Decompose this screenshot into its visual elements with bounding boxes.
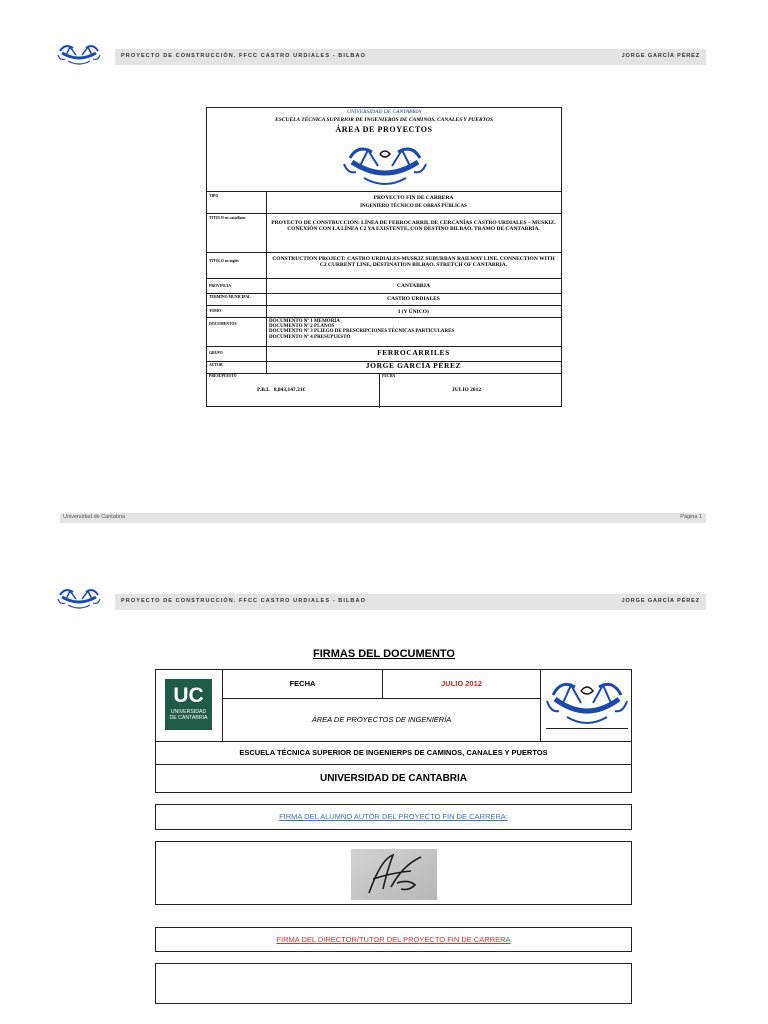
cover-row-documentos — [207, 317, 561, 346]
cover-row-termino — [207, 293, 561, 305]
tipo-key: TIPO — [209, 194, 219, 198]
uc-logo-text: UC — [173, 684, 204, 707]
termino-key: TERMINO MUNICIPAL — [209, 295, 251, 299]
grupo-key: GRUPO — [209, 351, 223, 355]
titulo-es-value: PROYECTO DE CONSTRUCCIÓN: LÍNEA DE FERROCARRIL DE CERCANÍAS CASTRO URDIALES – MUSKIZ. CONEXIÓN CON LA LÍNEA C2 YA EXISTENTE, CON DESTINO BILBAO. TRAMO DE CANTABRIA. — [271, 220, 556, 233]
termino-value: CASTRO URDIALES — [387, 296, 440, 302]
cover-area: ÁREA DE PROYECTOS — [335, 125, 433, 134]
presupuesto-key: PRESUPUESTO — [209, 374, 237, 378]
cover-university: UNIVERSIDAD DE CANTABRIA — [346, 109, 422, 115]
school-emblem-icon — [56, 585, 102, 611]
cover-emblem-icon — [340, 140, 430, 190]
titulo-en-value: CONSTRUCTION PROJECT: CASTRO URDIALES-MUSKIZ SUBURBAN RAILWAY LINE. CONNECTION WITH C2 CURRENT LINE, DESTINATION BILBAO. STRETCH OF CANTABRIA. — [272, 256, 555, 269]
firmas-header-table — [155, 669, 632, 793]
autor-value: JORGE GARCÍA PÉREZ — [365, 361, 462, 370]
header-project-title: PROYECTO DE CONSTRUCCIÓN. FFCC CASTRO URDIALES - BILBAO — [121, 598, 366, 604]
provincia-key: PROVINCIA — [209, 284, 231, 288]
documentos-key: DOCUMENTOS — [209, 322, 237, 326]
cover-school: ESCUELA TÉCNICA SUPERIOR DE INGENIEROS DE CAMINOS, CANALES Y PUERTOS — [275, 117, 493, 123]
school-label: ESCUELA TÉCNICA SUPERIOR DE INGENIERPS DE CAMINOS, CANALES Y PUERTOS — [156, 741, 631, 765]
cover-row-titulo-en — [207, 252, 561, 278]
documento-item: DOCUMENTO Nº 4 PRESUPUESTO — [269, 334, 351, 340]
uc-logo-cell — [156, 670, 223, 741]
director-signature-box — [155, 963, 632, 1004]
uc-logo-sub2: DE CANTABRIA — [169, 715, 208, 721]
footer-university: Universidad de Cantabria — [63, 514, 126, 520]
uc-logo-sub1: UNIVERSIDAD — [170, 709, 207, 715]
cover-row-tomo — [207, 305, 561, 317]
alumno-signature-box — [155, 841, 632, 905]
cover-row-provincia — [207, 278, 561, 293]
header-author: JORGE GARCÍA PÉREZ — [621, 53, 700, 59]
page-footer — [60, 513, 706, 523]
handwritten-signature-icon — [351, 849, 437, 900]
provincia-value: CANTABRIA — [397, 283, 430, 289]
cover-row-titulo-es — [207, 213, 561, 252]
fecha-key: FECHA — [382, 374, 396, 378]
documentos-list — [269, 319, 558, 340]
director-signature-label[interactable]: FIRMA DEL DIRECTOR/TUTOR DEL PROYECTO FIN DE CARRERA — [276, 935, 511, 944]
fecha-value: JULIO 2012 — [452, 387, 482, 393]
tomo-value: I (Y ÚNICO) — [398, 309, 429, 315]
firmas-title: FIRMAS DEL DOCUMENTO — [313, 648, 455, 660]
tipo-line1: PROYECTO FIN DE CARRERA — [373, 195, 454, 201]
alumno-signature-label[interactable]: FIRMA DEL ALUMNO AUTOR DEL PROYECTO FIN DE CARRERA: — [279, 812, 508, 821]
fecha-label: FECHA — [223, 670, 383, 699]
cover-row-grupo — [207, 346, 561, 361]
autor-key: AUTOR — [209, 363, 223, 367]
presupuesto-value: P.B.L 8,843,147.21€ — [257, 387, 306, 393]
documento-item: DOCUMENTO Nº 2 PLANOS — [269, 324, 335, 330]
cover-row-tipo — [207, 191, 561, 213]
cover-sheet — [206, 107, 562, 407]
alumno-signature-label-box — [155, 804, 632, 830]
director-signature-label-box — [155, 927, 632, 952]
header-author: JORGE GARCÍA PÉREZ — [621, 598, 700, 604]
fecha-value: JULIO 2012 — [383, 670, 541, 699]
footer-page-number: Página 1 — [680, 514, 702, 520]
titulo-es-key: TITULO en castellano — [209, 216, 246, 220]
tomo-key: TOMO — [209, 309, 221, 313]
university-label: UNIVERSIDAD DE CANTABRIA — [319, 773, 468, 784]
documento-item: DOCUMENTO Nº 3 PLIEGO DE PRESCRIPCIONES TÉCNICAS PARTICULARES — [269, 329, 455, 335]
area-label: ÁREA DE PROYECTOS DE INGENIERÍA — [223, 699, 541, 741]
titulo-en-key: TITULO en inglés — [209, 259, 239, 263]
page-header — [115, 49, 706, 65]
school-emblem-large-icon — [545, 673, 629, 735]
tipo-line2: INGENIERO TÉCNICO DE OBRAS PÚBLICAS — [360, 204, 467, 209]
uc-logo — [165, 679, 212, 730]
grupo-value: FERROCARRILES — [377, 348, 450, 357]
header-project-title: PROYECTO DE CONSTRUCCIÓN. FFCC CASTRO URDIALES - BILBAO — [121, 53, 366, 59]
cover-row-autor — [207, 361, 561, 373]
school-emblem-icon — [56, 41, 102, 67]
cover-row-presupuesto — [207, 373, 561, 408]
documento-item: DOCUMENTO Nº 1 MEMORIA — [269, 319, 340, 324]
page-header — [115, 594, 706, 610]
